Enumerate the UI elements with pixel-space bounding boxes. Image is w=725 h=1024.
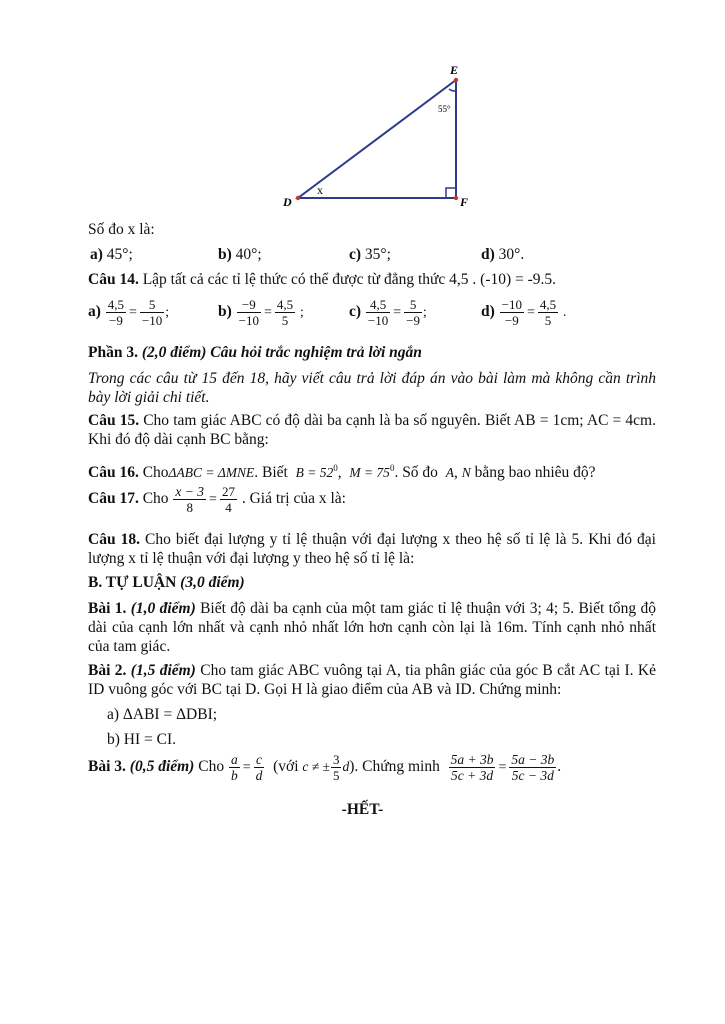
- triangle-def: [298, 80, 456, 198]
- q18: Câu 18. Cho biết đại lượng y tỉ lệ thuận với đại lượng x theo hệ số tỉ lệ là 5. Khi đó đại lượng x tỉ lệ thuận với đại lượng y theo hệ số tỉ lệ là:: [88, 531, 656, 567]
- end-marker: -HẾT-: [341, 801, 384, 818]
- partb-title: B. TỰ LUẬN (3,0 điểm): [88, 574, 245, 591]
- bai1: Bài 1. (1,0 điểm) Biết độ dài ba cạnh của một tam giác tỉ lệ thuận với 3; 4; 5. Biết tổng độ dài của cạnh lớn nhất và cạnh nhỏ nhất lớn hơn cạnh còn lại là 16m. Tính cạnh nhỏ nhất của tam giác.: [88, 600, 657, 655]
- angle-label-x: x: [317, 183, 323, 197]
- part3-instruction: Trong các câu từ 15 đến 18, hãy viết câu trả lời đáp án vào bài làm mà không cần trình bày lời giải chi tiết.: [88, 370, 656, 406]
- point-e: [454, 78, 458, 82]
- angle-label-e: 55°: [438, 104, 451, 114]
- bai2: Bài 2. (1,5 điểm) Cho tam giác ABC vuông tại A, tia phân giác của góc B cắt AC tại I. Kẻ ID vuông góc với BC tại D. Gọi H là giao điểm của AB và ID. Chứng minh:: [88, 662, 656, 698]
- q14-stem: Câu 14. Lập tất cả các tỉ lệ thức có thể được từ đẳng thức 4,5 . (-10) = -9.5.: [88, 271, 557, 288]
- bai2-item-a: a) ΔABI = ΔDBI;: [107, 706, 218, 723]
- q13-option-d: d) 30°.: [481, 246, 525, 263]
- q14-option-d: d) $\frac{-10}{-9}$ = $\frac{4,5}{5}$ .: [481, 297, 567, 328]
- q13-option-b: b) 40°;: [218, 246, 262, 263]
- q14-option-c: c) $\frac{4,5}{-10}$ = $\frac{5}{-9}$ ;: [349, 297, 427, 328]
- triangle-figure: [270, 60, 480, 220]
- q15: Câu 15. Cho tam giác ABC có độ dài ba cạnh là ba số nguyên. Biết AB = 1cm; AC = 4cm. Khi đó độ dài cạnh BC bằng:: [88, 412, 656, 448]
- q13-stem: Số đo x là:: [88, 221, 155, 238]
- label-d: D: [283, 195, 292, 209]
- part3-title: Phần 3. (2,0 điểm) Câu hỏi trắc nghiệm trả lời ngắn: [88, 344, 422, 361]
- point-d: [296, 196, 300, 200]
- q14-option-b: b) $\frac{-9}{-10}$ = $\frac{4,5}{5}$ ;: [218, 297, 304, 328]
- label-f: F: [460, 195, 469, 209]
- q13-option-a: a) 45°;: [90, 246, 133, 263]
- q13-option-c: c) 35°;: [349, 246, 391, 263]
- bai2-item-b: b) HI = CI.: [107, 731, 177, 748]
- angle-arc-e: [449, 89, 456, 91]
- bai3: Bài 3. (0,5 điểm) Cho $\frac{a}{b}$ = $\frac{c}{d}$ (với c ≠ ± $\frac{3}{5}$ d). Chứng minh $\frac{5a + 3b}{5c + 3d}$ = $\frac{5a - 3b}{5c - 3d}$ .: [88, 752, 562, 783]
- point-f: [454, 196, 458, 200]
- q14-option-a: a) $\frac{4,5}{-9}$ = $\frac{5}{-10}$ ;: [88, 297, 170, 328]
- q16: Câu 16. ChoΔABC = ΔMNE. Biết $B = 52^0$, $M = 75^0$. Số đo A, N bằng bao nhiêu độ?: [88, 463, 596, 482]
- q17: Câu 17. Cho $\frac{x - 3}{8}$ = $\frac{27}{4}$ . Giá trị của x là:: [88, 484, 346, 515]
- label-e: E: [450, 63, 459, 77]
